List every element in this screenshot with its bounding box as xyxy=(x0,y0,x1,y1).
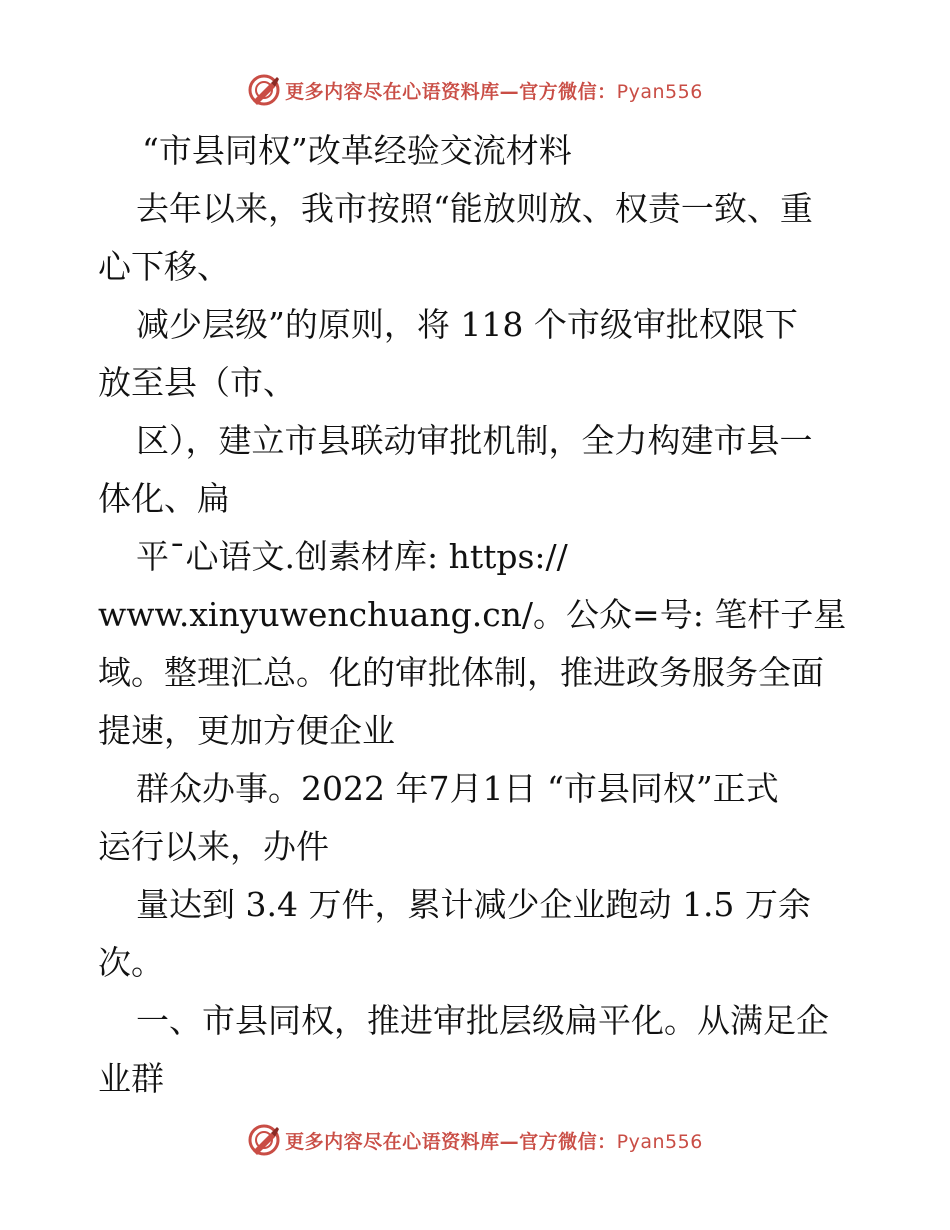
document-title: “市县同权”改革经验交流材料 xyxy=(142,131,572,170)
paragraph-line: 次。 xyxy=(98,943,164,982)
banner-text: 更多内容尽在心语资料库—官方微信：Pyan556 xyxy=(285,1130,703,1153)
paragraph-line: 减少层级”的原则，将 118 个市级审批权限下 xyxy=(136,305,798,344)
paragraph-line: www.xinyuwenchuang.cn/。公众=号: 笔杆子星 xyxy=(98,595,847,634)
document-body xyxy=(98,122,858,1108)
paragraph-line: 量达到 3.4 万件，累计减少企业跑动 1.5 万余 xyxy=(136,885,811,924)
paragraph-line: 平¯心语文.创素材库: https:// xyxy=(136,537,568,576)
pen-logo-icon xyxy=(247,73,281,107)
paragraph-line: 去年以来，我市按照“能放则放、权责一致、重 xyxy=(136,189,813,228)
header-banner xyxy=(0,70,950,110)
wechat-id: Pyan556 xyxy=(616,80,703,103)
paragraph-line: 域。整理汇总。化的审批体制，推进政务服务全面 xyxy=(98,653,824,692)
banner-text: 更多内容尽在心语资料库—官方微信：Pyan556 xyxy=(285,80,703,103)
paragraph-line: 区），建立市县联动审批机制，全力构建市县一 xyxy=(136,421,813,460)
paragraph-line: 体化、扁 xyxy=(98,479,230,518)
paragraph-line: 放至县（市、 xyxy=(98,363,296,402)
paragraph-line: 提速，更加方便企业 xyxy=(98,711,395,750)
footer-banner xyxy=(0,1120,950,1160)
pen-logo-icon xyxy=(247,1123,281,1157)
paragraph-line: 心下移、 xyxy=(98,247,230,286)
paragraph-line: 业群 xyxy=(98,1059,164,1098)
paragraph-line: 群众办事。2022 年7月1日 “市县同权”正式 xyxy=(136,769,779,808)
wechat-id: Pyan556 xyxy=(616,1130,703,1153)
paragraph-line: 运行以来，办件 xyxy=(98,827,329,866)
paragraph-line: 一、市县同权，推进审批层级扁平化。从满足企 xyxy=(136,1001,829,1040)
